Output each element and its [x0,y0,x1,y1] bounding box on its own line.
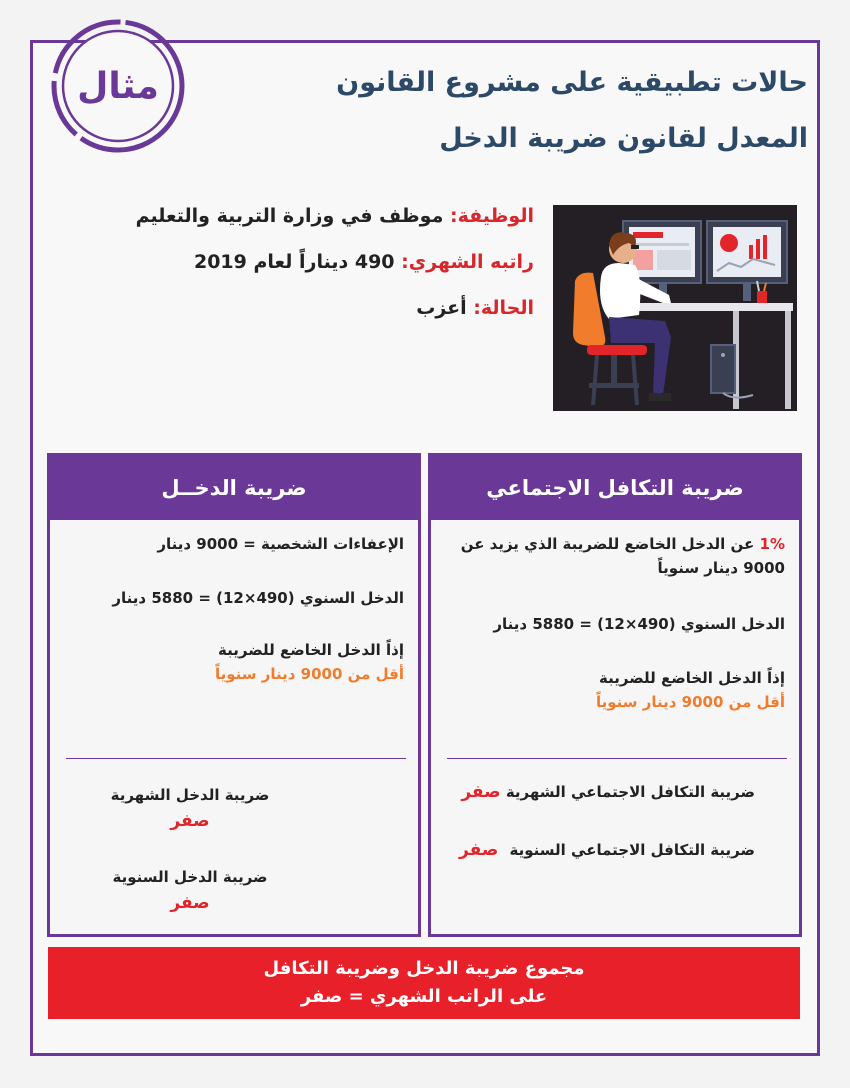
status-row [114,285,534,331]
example-stamp [48,16,188,156]
social-yearly-value: صفر [459,840,499,860]
income-monthly-block [50,782,330,834]
title-line-1: حالات تطبيقية على مشروع القانون [336,67,808,98]
social-rate [445,532,785,580]
salary-value: 490 ديناراً لعام 2019 [193,251,395,273]
job-label: الوظيفة: [449,205,534,227]
social-yearly-label: ضريبة التكافل الاجتماعي السنوية [509,841,755,859]
social-monthly-row [461,782,755,802]
social-tax-body [431,520,799,714]
income-tax-body [50,520,418,686]
social-divider [447,758,787,759]
total-line-1: مجموع ضريبة الدخل وضريبة التكافل [263,958,585,979]
job-value: موظف في وزارة التربية والتعليم [135,205,444,227]
income-taxable-label: إذاً الدخل الخاضع للضريبة [218,641,404,659]
social-annual: الدخل السنوي (490×12) = 5880 دينار [493,615,785,633]
income-exemptions: الإعفاءات الشخصية = 9000 دينار [157,535,404,553]
salary-row [114,239,534,285]
income-tax-panel [47,453,421,937]
job-row [114,193,534,239]
status-label: الحالة: [473,297,534,319]
social-taxable-value: أقل من 9000 دينار سنوياً [595,693,785,711]
total-banner [48,947,800,1019]
stamp-text: مثال [77,66,159,107]
income-yearly-value: صفر [170,893,210,913]
social-monthly-value: صفر [461,782,501,802]
income-tax-header: ضريبة الدخــل [50,456,418,520]
income-monthly-value: صفر [170,811,210,831]
social-tax-panel [428,453,802,937]
salary-label: راتبه الشهري: [401,251,534,273]
social-rate-pct: 1% [759,535,785,553]
income-divider [66,758,406,759]
social-yearly-row [459,840,755,860]
total-line-2: على الراتب الشهري = صفر [300,986,548,1007]
income-taxable-value: أقل من 9000 دينار سنوياً [214,665,404,683]
income-monthly-label: ضريبة الدخل الشهرية [110,786,270,804]
social-rate-text2: 9000 دينار سنوياً [657,559,785,577]
social-tax-header: ضريبة التكافل الاجتماعي [431,456,799,520]
social-taxable-label: إذاً الدخل الخاضع للضريبة [599,669,785,687]
employee-info [114,193,534,331]
social-monthly-label: ضريبة التكافل الاجتماعي الشهرية [505,783,755,801]
status-value: أعزب [416,297,467,319]
page-title [288,55,808,167]
income-yearly-block [50,864,330,916]
office-worker-illustration [553,205,797,411]
title-line-2: المعدل لقانون ضريبة الدخل [439,123,808,154]
income-yearly-label: ضريبة الدخل السنوية [112,868,268,886]
social-rate-text: عن الدخل الخاضع للضريبة الذي يزيد عن [460,535,755,553]
income-annual: الدخل السنوي (490×12) = 5880 دينار [112,589,404,607]
